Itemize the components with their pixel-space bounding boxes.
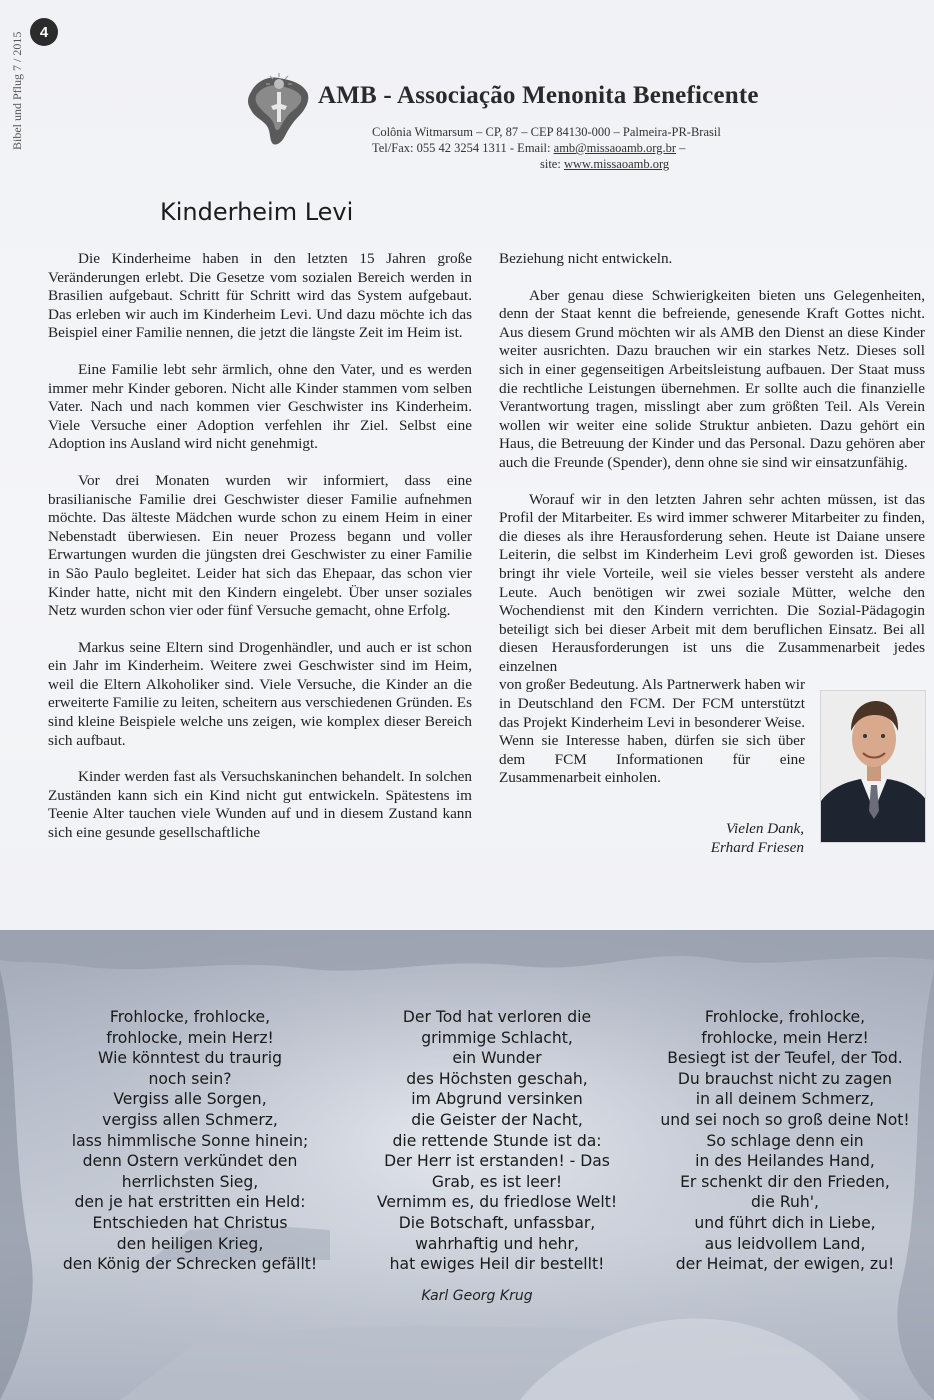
poem-line: ein Wunder (452, 1049, 542, 1068)
paragraph: Kinder werden fast als Versuchskaninchen behandelt. In solchen Zuständen kann sich ein Kind nicht gut entwickeln. Spätestens im Teenie Alter tauchen viele Wunden auf und in diesem Zustand kann sich eine gesunde gesellschaftliche (48, 768, 472, 842)
poem-line: herrlichsten Sieg, (121, 1172, 259, 1191)
poem-line: die Geister der Nacht, (411, 1110, 583, 1129)
poem-stanza-3 (640, 1007, 930, 1275)
poem-line: Der Herr ist erstanden! - Das (384, 1152, 610, 1171)
poem-line: Er schenkt dir den Frieden, (680, 1172, 890, 1191)
article-title: Kinderheim Levi (160, 198, 354, 226)
paragraph: Worauf wir in den letzten Jahren sehr achten müssen, ist das Profil der Mitarbeiter. Es wird immer schwerer Mitarbeiter zu finden, die dieses als ihre Herausforderung sehen. Heute ist Daiane unsere Leiterin, die selbst im Kinderheim Levi groß geworden ist. Dieses bringt ihr viele Vorteile, weil sie vieles besser versteht als andere Leute. Auch benötigen wir zwei soziale Mütter, welche den Wochendienst mit den Kindern verrichten. Die Sozial-Pädagogin beteiligt sich bei dieser Arbeit mit dem beruflichen Einsatz. Bei all diesen Herausforderungen ist uns die Zusammenarbeit jedes einzelnen (499, 490, 925, 675)
poem-line: Vernimm es, du friedlose Welt! (376, 1193, 618, 1212)
poem-line: frohlocke, mein Herz! (701, 1028, 869, 1047)
poem-line: Die Botschaft, unfassbar, (398, 1213, 596, 1232)
poem-line: Du brauchst nicht zu zagen (677, 1069, 893, 1088)
poem-stanza-1 (45, 1007, 335, 1275)
poem-line: Wie könntest du traurig (98, 1049, 282, 1068)
poem-line: die Ruh', (751, 1193, 819, 1212)
poem-section (0, 930, 934, 1400)
address-line: Colônia Witmarsum – CP, 87 – CEP 84130-000 – Palmeira-PR-Brasil (372, 125, 721, 139)
poem-line: Der Tod hat verloren die (402, 1008, 592, 1026)
thanks-line: Vielen Dank, (725, 820, 804, 837)
organization-address (372, 124, 742, 172)
site-line (372, 156, 742, 172)
paragraph-wrap: von großer Bedeutung. Als Partnerwerk haben wir in Deutschland den FCM. Der FCM unterstützt das Projekt Kinderheim Levi in besonderer Weise. Wenn sie Interesse haben, dürfen sie sich über dem FCM Informationen für eine Zusammenarbeit einholen. (499, 676, 805, 787)
poem-author: Karl Georg Krug (421, 1288, 533, 1304)
organization-title: AMB - Associação Menonita Beneficente (318, 82, 759, 109)
paragraph: Aber genau diese Schwierigkeiten bieten uns Gelegenheiten, denn der Staat kennt die befreiende, genesende Kraft Gottes nicht. Aus diesem Grund möchten wir als AMB den Dienst an diese Kinder weiter ausrichten. Dazu brauchen wir ein starkes Netz. Dieses soll sich in einer gegenseitigen Arbeitsleistung aufbauen. Der Staat muss die rechtliche Leistungen übernehmen. Er sollte auch die finanzielle Verantwortung tragen, misslingt aber zum größten Teil. Als Verein wollen wir weiter eine solide Struktur anbieten. Dazu gehört ein Haus, die Betreuung der Kinder und das Personal. Dazu gehören aber auch die Freunde (Spender), denn ohne sie sind wir einsatzunfähig. (499, 286, 925, 471)
poem-line: Frohlocke, frohlocke, (704, 1008, 866, 1026)
poem-line: im Abgrund versinken (411, 1090, 583, 1109)
poem-line: des Höchsten geschah, (406, 1069, 588, 1088)
poem-line: und sei noch so groß deine Not! (660, 1110, 910, 1129)
poem-line: in all deinem Schmerz, (695, 1090, 875, 1109)
contact-line (372, 140, 742, 156)
poem-line: Besiegt ist der Teufel, der Tod. (667, 1049, 903, 1068)
magazine-issue-label: Bibel und Pflug 7 / 2015 (10, 31, 24, 150)
poem-stanza-2 (352, 1007, 642, 1275)
poem-line: grimmige Schlacht, (421, 1028, 573, 1047)
poem-line: hat ewiges Heil dir bestellt! (389, 1255, 605, 1274)
poem-line: denn Ostern verkündet den (82, 1152, 298, 1171)
poem-line: lass himmlische Sonne hinein; (71, 1131, 309, 1150)
contact-suffix: – (676, 141, 686, 155)
poem-line: die rettende Stunde ist da: (392, 1131, 602, 1150)
poem-line: wahrhaftig und hehr, (415, 1234, 579, 1253)
portrait-illustration (821, 691, 926, 843)
poem-line: Entschieden hat Christus (92, 1213, 288, 1232)
website-link[interactable]: www.missaoamb.org (563, 157, 670, 171)
article-signoff (640, 819, 804, 857)
poem-line: vergiss allen Schmerz, (102, 1110, 278, 1129)
poem-line: frohlocke, mein Herz! (106, 1028, 274, 1047)
paragraph: Vor drei Monaten wurden wir informiert, dass eine brasilianische Familie drei Geschwister dieser Familie aufnehmen möchte. Das älteste Mädchen wurde schon zu einem Heim in einer Nebenstadt überwiesen. Ein neuer Prozess begann und voller Erwartungen wurden die jüngsten drei Geschwister zu einer Familie in São Paulo begleitet. Leider hat sich das Ehepaar, das schon vier Kinder hatte, nicht mit den Kindern eingelebt. Über unser soziales Netz wurden schon vier oder fünf Versuche gemacht, ohne Erfolg. (48, 471, 472, 620)
poem-line: Vergiss alle Sorgen, (113, 1090, 267, 1109)
author-portrait-photo (820, 690, 926, 843)
poem-line: und führt dich in Liebe, (694, 1213, 876, 1232)
phone-label: Tel/Fax: 055 42 3254 1311 - Email: (372, 141, 554, 155)
poem-line: aus leidvollem Land, (704, 1234, 866, 1253)
paragraph: Eine Familie lebt sehr ärmlich, ohne den Vater, und es werden immer mehr Kinder geboren. Nicht alle Kinder stammen vom selben Vater. Nach und nach kommen vier Geschwister ins Kinderheim. Viele Versuche einer Adoption verfehlen ihr Ziel. Selbst eine Adoption ins Ausland wird nicht genehmigt. (48, 360, 472, 453)
site-label: site: (540, 157, 564, 171)
poem-line: noch sein? (148, 1069, 232, 1088)
page-number-badge: 4 (30, 18, 58, 46)
poem-line: den heiligen Krieg, (116, 1234, 264, 1253)
email-link[interactable]: amb@missaoamb.org.br (553, 141, 677, 155)
poem-line: der Heimat, der ewigen, zu! (675, 1255, 895, 1274)
paragraph-continuation: Beziehung nicht entwickeln. (499, 250, 673, 267)
poem-line: So schlage denn ein (706, 1131, 864, 1150)
paragraph: Markus seine Eltern sind Drogenhändler, und auch er ist schon ein Jahr im Kinderheim. Weitere zwei Geschwister sind im Heim, weil die Eltern Alkoholiker sind. Viele Versuche, die Kinder an die erweiterte Familie zu leiten, scheitern aus verschiedenen Gründen. Es sind kleine Beispiele welche uns zeigen, wie komplex dieser Bereich sich aufbaut. (48, 638, 472, 749)
poem-line: Grab, es ist leer! (431, 1172, 563, 1191)
poem-line: den König der Schrecken gefällt! (62, 1255, 318, 1274)
author-name: Erhard Friesen (710, 839, 804, 856)
poem-line: in des Heilandes Hand, (695, 1152, 875, 1171)
paragraph: Die Kinderheime haben in den letzten 15 Jahren große Veränderungen erlebt. Die Gesetze vom sozialen Bereich werden in Brasilien aufgebaut. Schritt für Schritt wird das System aufgebaut. Das erleben wir auch im Kinderheim Levi. Und dazu möchte ich das Beispiel einer Familie nennen, die jetzt die längste Zeit im Heim ist. (48, 250, 472, 342)
brazil-map-logo-icon (243, 70, 313, 148)
poem-line: Frohlocke, frohlocke, (109, 1008, 271, 1026)
poem-line: den je hat erstritten ein Held: (74, 1193, 306, 1212)
article-left-column (48, 250, 472, 861)
